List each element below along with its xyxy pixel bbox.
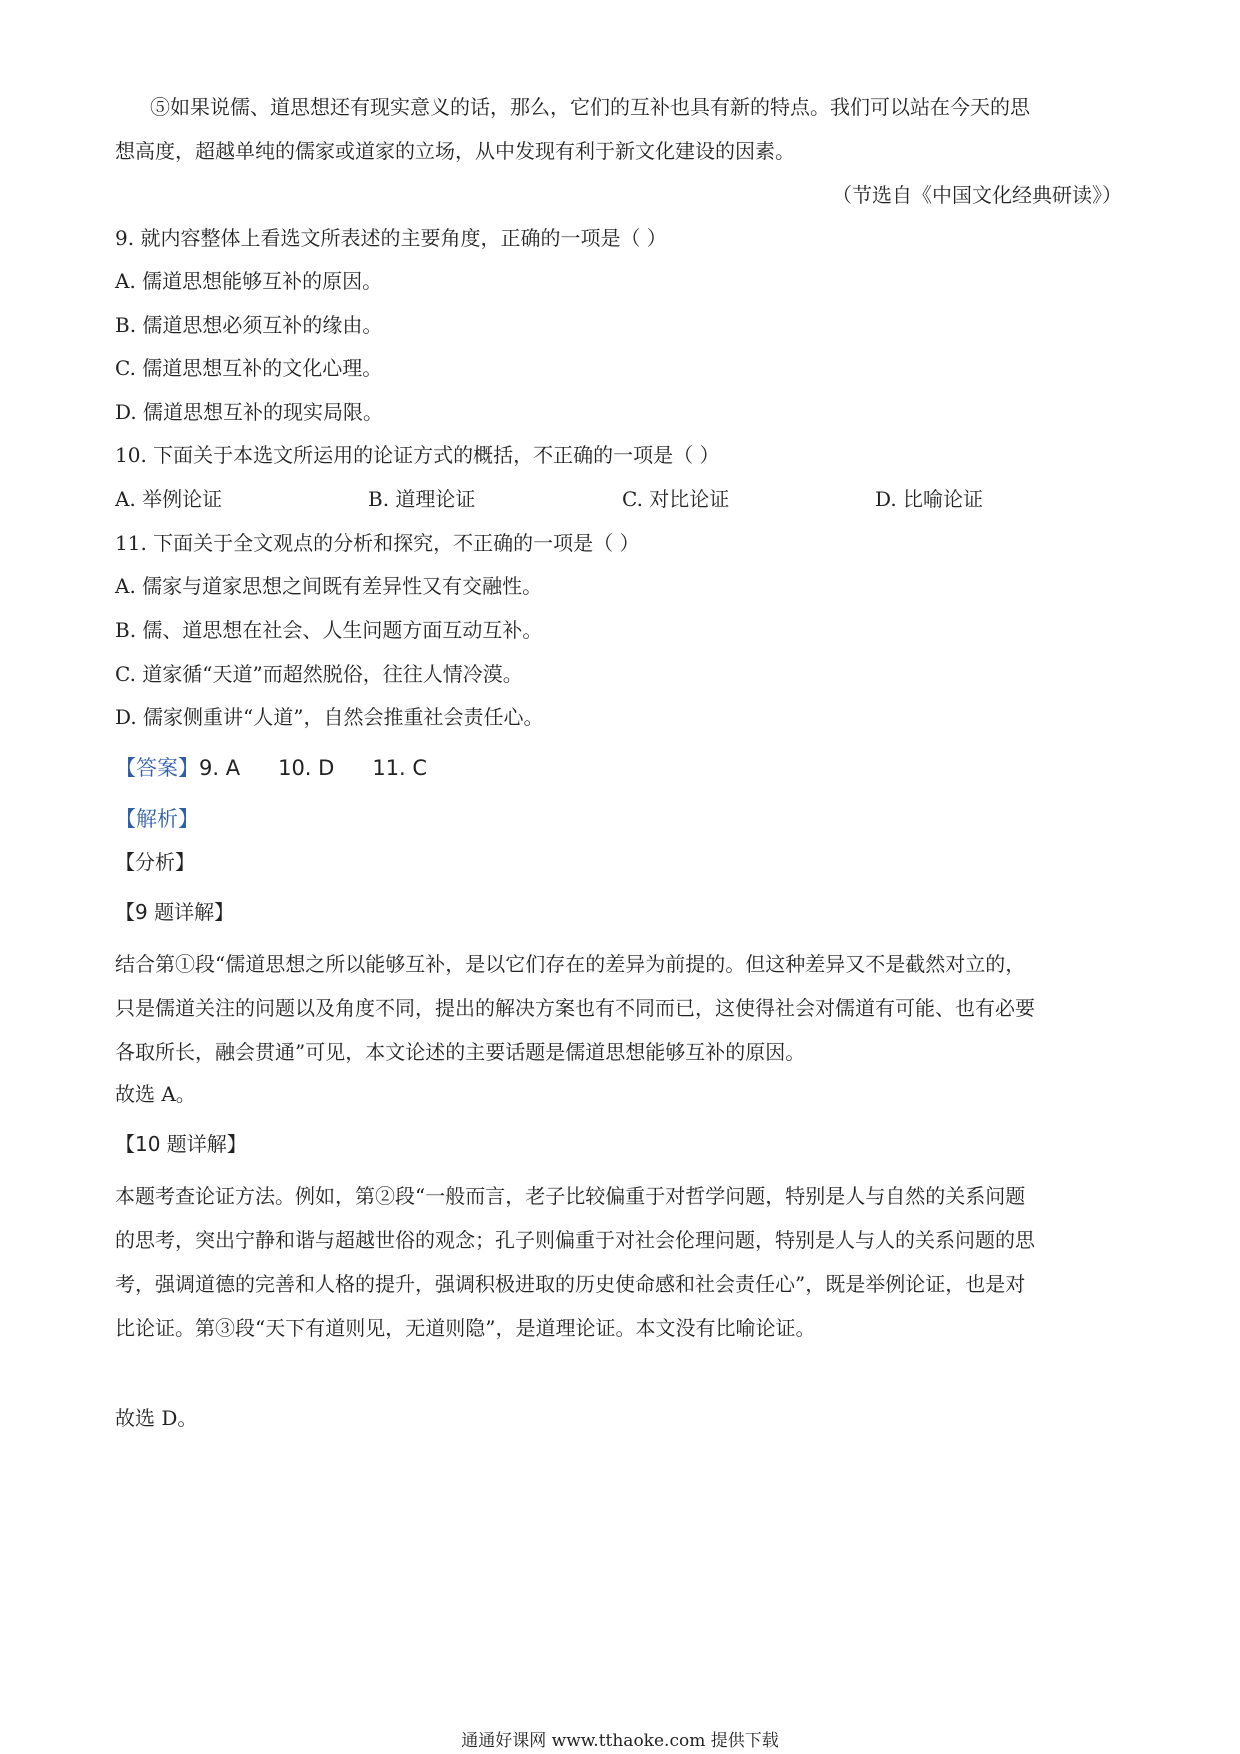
question-11-option-a: A. 儒家与道家思想之间既有差异性又有交融性。 xyxy=(115,574,543,598)
q10-choice: 故选 D。 xyxy=(115,1406,198,1430)
passage-para5-line1: ⑤如果说儒、道思想还有现实意义的话，那么，它们的互补也具有新的特点。我们可以站在今天的思 xyxy=(150,95,1030,119)
question-10-option-c: C. 对比论证 xyxy=(622,487,730,511)
q9-detail-line-2: 只是儒道关注的问题以及角度不同，提出的解决方案也有不同而已，这使得社会对儒道有可能、也有必要 xyxy=(115,996,1035,1020)
passage-para5-line2: 想高度，超越单纯的儒家或道家的立场，从中发现有利于新文化建设的因素。 xyxy=(115,139,795,163)
page-footer: 通通好课网 www.tthaoke.com 提供下载 xyxy=(461,1731,779,1751)
q10-detail-line-2: 的思考，突出宁静和谐与超越世俗的观念；孔子则偏重于对社会伦理问题，特别是人与人的关系问题的思 xyxy=(115,1228,1035,1252)
answer-9: 9. A xyxy=(199,756,241,780)
question-11-option-c: C. 道家循“天道”而超然脱俗，往往人情冷漠。 xyxy=(115,662,523,686)
question-11-stem: 11. 下面关于全文观点的分析和探究，不正确的一项是（ ） xyxy=(115,531,640,555)
question-10-option-b: B. 道理论证 xyxy=(368,487,476,511)
answer-line xyxy=(115,754,427,782)
q9-detail-line-3: 各取所长，融会贯通”可见，本文论述的主要话题是儒道思想能够互补的原因。 xyxy=(115,1040,806,1064)
q10-detail-line-4: 比论证。第③段“天下有道则见，无道则隐”，是道理论证。本文没有比喻论证。 xyxy=(115,1316,816,1340)
passage-source: （节选自《中国文化经典研读》） xyxy=(832,183,1122,207)
answer-label: 【答案】 xyxy=(115,756,199,780)
q10-detail-heading: 【10 题详解】 xyxy=(115,1132,247,1156)
question-11-option-b: B. 儒、道思想在社会、人生问题方面互动互补。 xyxy=(115,618,543,642)
analysis-label: 【解析】 xyxy=(115,807,199,831)
question-9-option-b: B. 儒道思想必须互补的缘由。 xyxy=(115,313,383,337)
fenxi-heading: 【分析】 xyxy=(115,850,195,874)
question-10-option-d: D. 比喻论证 xyxy=(875,487,984,511)
question-9-stem: 9. 就内容整体上看选文所表述的主要角度，正确的一项是（ ） xyxy=(115,226,667,250)
question-10-option-a: A. 举例论证 xyxy=(115,487,223,511)
answer-11: 11. C xyxy=(372,756,428,780)
question-11-option-d: D. 儒家侧重讲“人道”，自然会推重社会责任心。 xyxy=(115,705,544,729)
q9-detail-heading: 【9 题详解】 xyxy=(115,900,235,924)
question-10-stem: 10. 下面关于本选文所运用的论证方式的概括，不正确的一项是（ ） xyxy=(115,443,720,467)
q9-choice: 故选 A。 xyxy=(115,1082,196,1106)
q10-detail-line-1: 本题考查论证方法。例如，第②段“一般而言，老子比较偏重于对哲学问题，特别是人与自然的关系问题 xyxy=(115,1184,1026,1208)
answer-10: 10. D xyxy=(278,756,335,780)
question-9-option-d: D. 儒道思想互补的现实局限。 xyxy=(115,400,384,424)
question-9-option-c: C. 儒道思想互补的文化心理。 xyxy=(115,356,383,380)
question-9-option-a: A. 儒道思想能够互补的原因。 xyxy=(115,269,383,293)
q9-detail-line-1: 结合第①段“儒道思想之所以能够互补，是以它们存在的差异为前提的。但这种差异又不是截然对立的， xyxy=(115,952,1026,976)
q10-detail-line-3: 考，强调道德的完善和人格的提升，强调积极进取的历史使命感和社会责任心”，既是举例论证，也是对 xyxy=(115,1272,1026,1296)
